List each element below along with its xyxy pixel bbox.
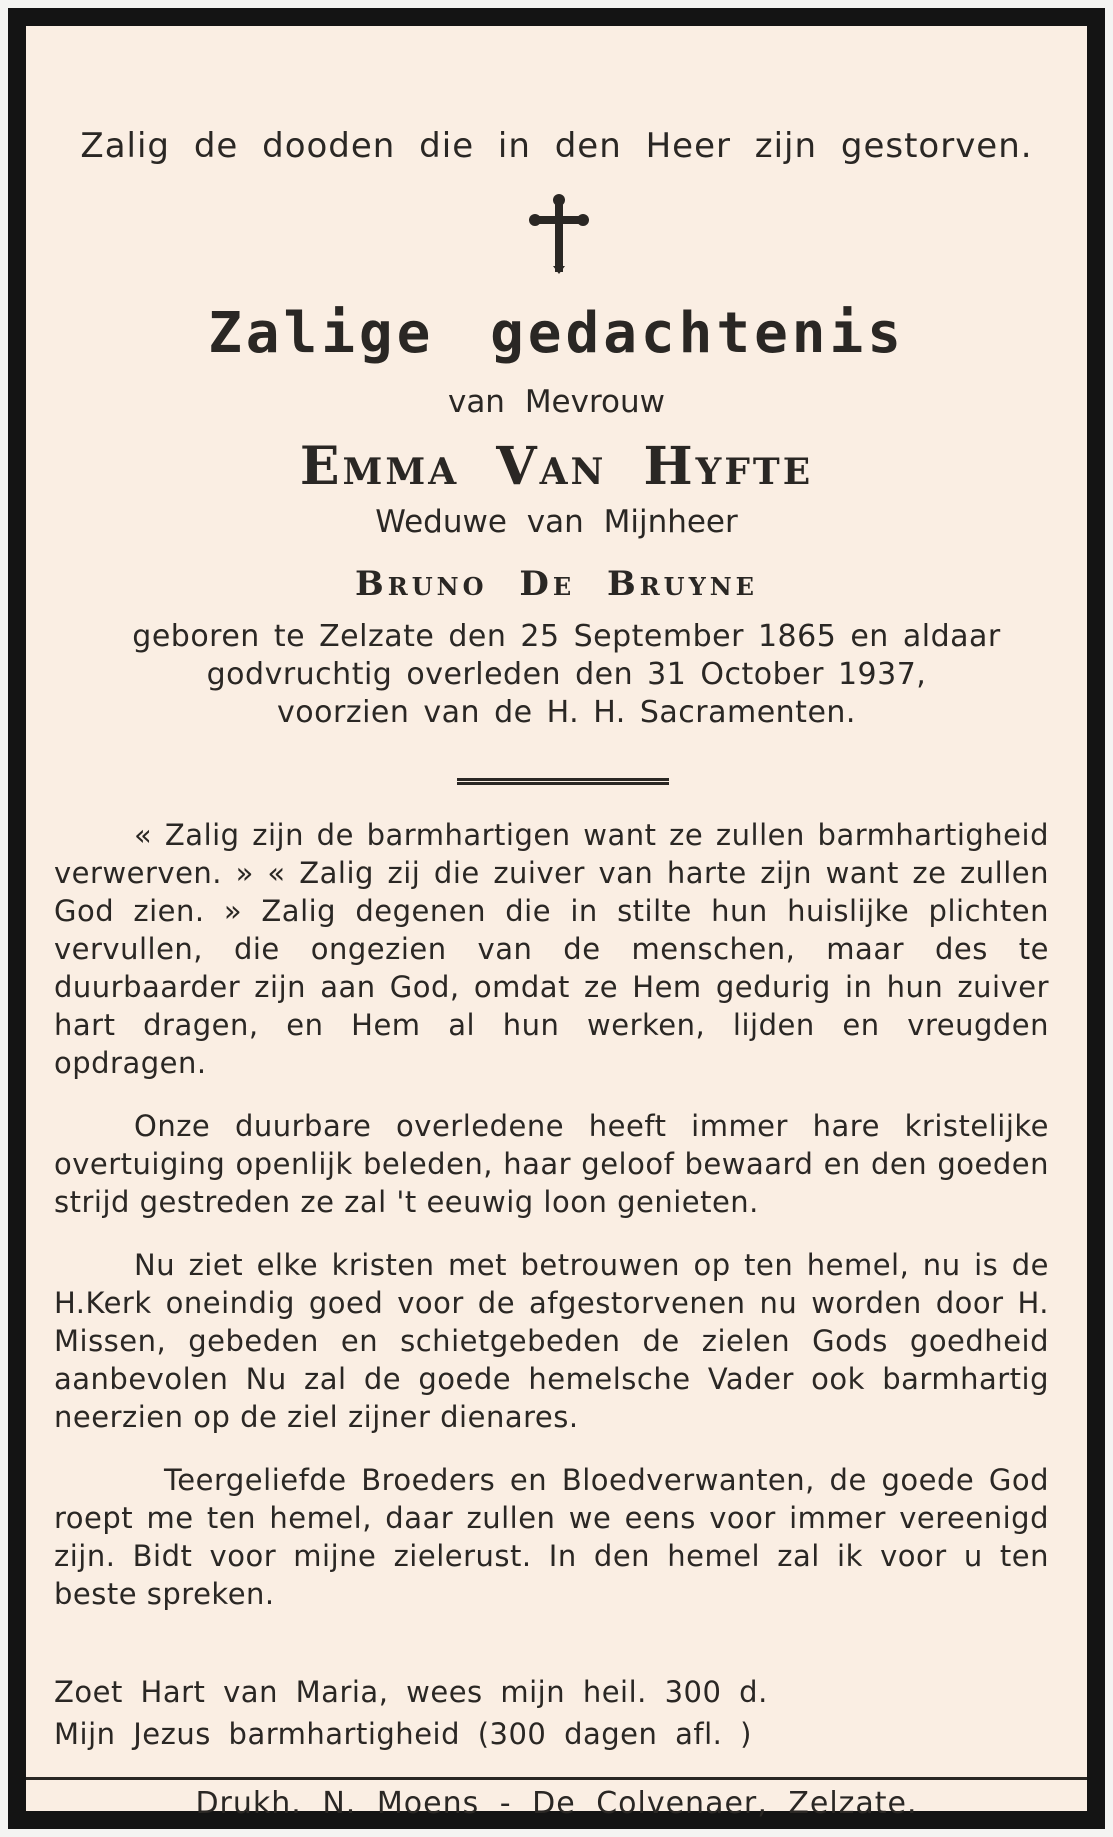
cross-icon <box>529 194 589 274</box>
prayer-2: Mijn Jezus barmhartigheid (300 dagen afl. ) <box>54 1717 752 1751</box>
paragraph-1: « Zalig zijn de barmhartigen want ze zullen barmhartigheid verwerven. » « Zalig zij die zuiver van harte zijn want ze zullen God zien. » Zalig degenen die in stilte hun huislijke plichten vervullen, die ongezien van de menschen, maar des te duurbaarder zijn aan God, omdat ze Hem gedurig in hun zuiver hart dragen, en Hem al hun werken, lijden en vreugden opdragen. <box>54 818 1049 1080</box>
printer-credit: Drukh. N. Moens - De Colvenaer, Zelzate. <box>195 1786 918 1821</box>
deceased-name: Emma Van Hyfte <box>299 436 814 497</box>
paragraph-3: Nu ziet elke kristen met betrouwen op ten hemel, nu is de H.Kerk oneindig goed voor de afgestorvenen nu worden door H. Missen, gebeden en schietgebeden de zielen Gods goedheid aanbevolen Nu zal de goede hemelsche Vader ook barmhartig neerzien op de ziel zijner dienares. <box>54 1248 1049 1434</box>
motto: Zalig de dooden die in den Heer zijn gestorven. <box>80 126 1033 166</box>
life-line-1: geboren te Zelzate den 25 September 1865 en aldaar <box>132 619 1001 654</box>
life-line-3: voorzien van de H. H. Sacramenten. <box>277 695 856 730</box>
widow-of-label: Weduwe van Mijnheer <box>375 504 738 540</box>
husband-name: Bruno De Bruyne <box>355 564 758 604</box>
divider <box>457 778 669 785</box>
van-mevrouw-label: van Mevrouw <box>447 384 666 420</box>
page-title: Zalige gedachtenis <box>208 301 905 366</box>
memorial-card <box>8 8 1105 1829</box>
life-details <box>86 618 1047 732</box>
paragraph-4: Teergeliefde Broeders en Bloedverwanten, de goede God roept me ten hemel, daar zullen we eens voor immer vereenigd zijn. Bidt voor mijne zielerust. In den hemel zal ik voor u ten beste spreken. <box>54 1463 1049 1611</box>
body-text <box>54 816 1049 1638</box>
prayers <box>54 1671 1049 1755</box>
prayer-1: Zoet Hart van Maria, wees mijn heil. 300 d. <box>54 1675 768 1709</box>
life-line-2: godvruchtig overleden den 31 October 1937, <box>206 657 927 692</box>
paragraph-2: Onze duurbare overledene heeft immer hare kristelijke overtuiging openlijk beleden, haar geloof bewaard en den goeden strijd gestreden ze zal 't eeuwig loon genieten. <box>54 1109 1049 1219</box>
footer-divider <box>26 1777 1087 1780</box>
